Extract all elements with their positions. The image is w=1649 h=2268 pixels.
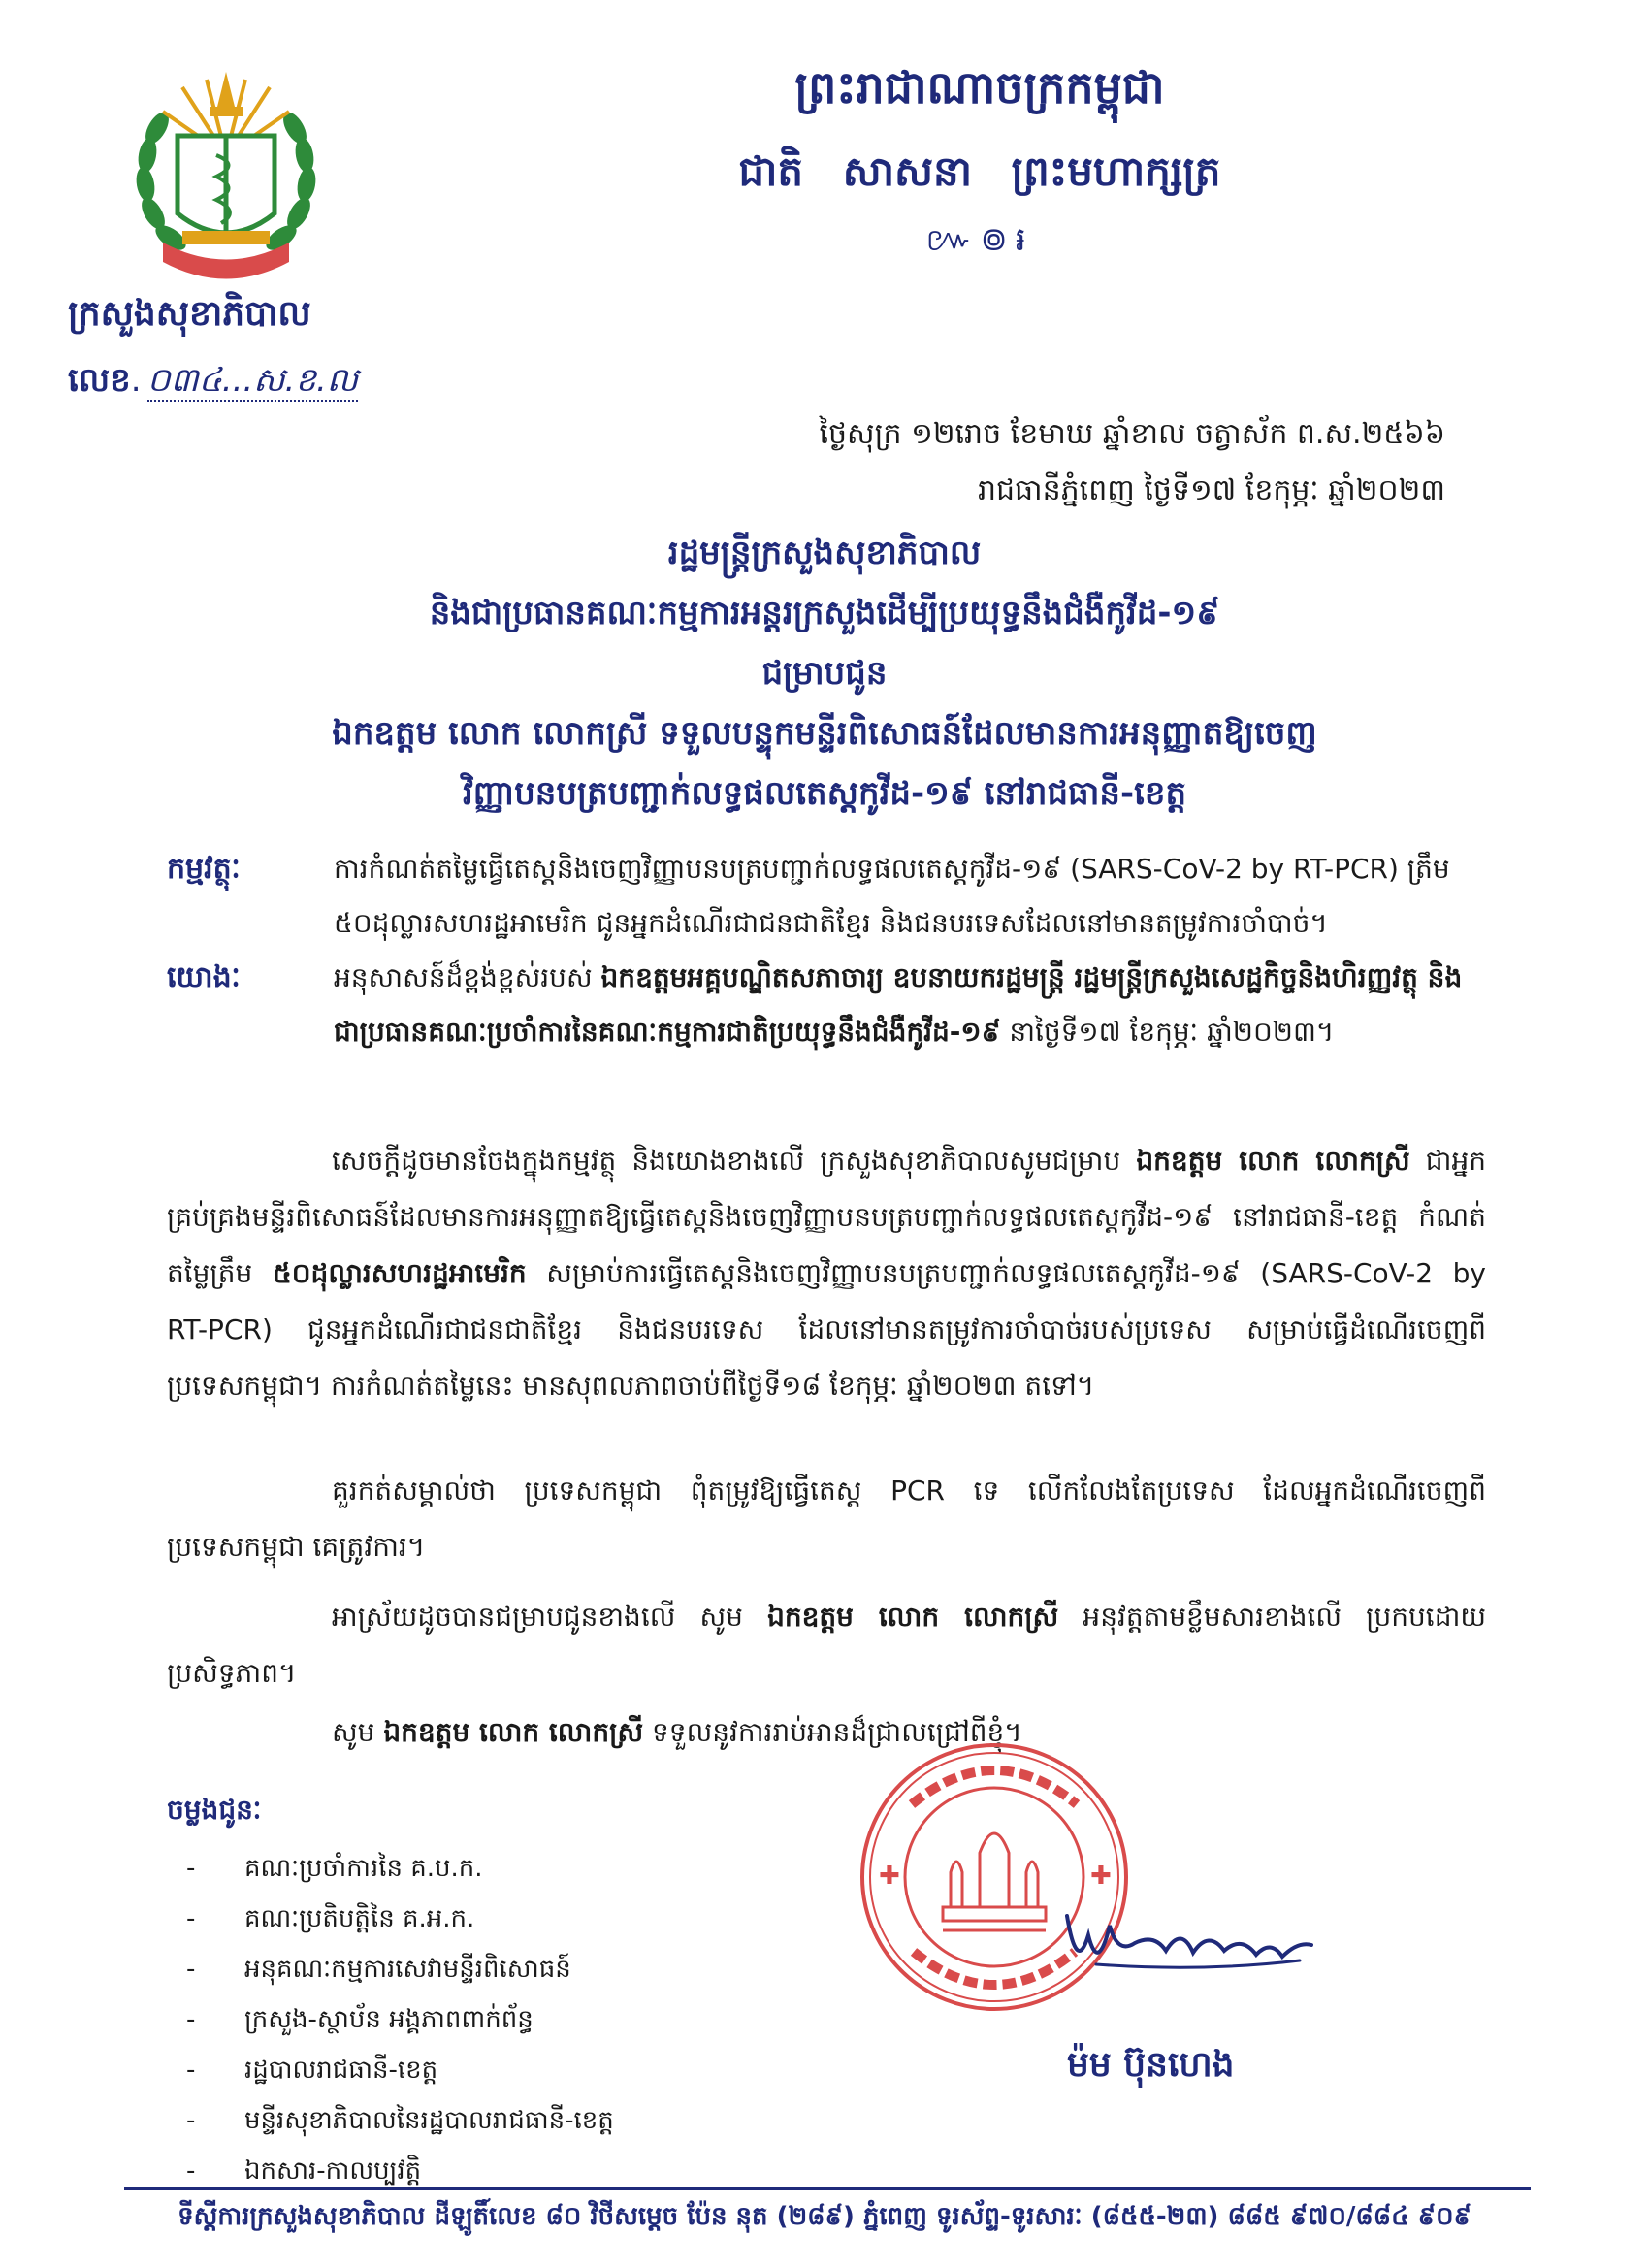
signer-name: ម៉ម ប៊ុនហេង bbox=[1067, 2045, 1235, 2085]
reference-number-separator: . bbox=[130, 361, 142, 400]
ministry-name: ក្រសួងសុខាភិបាល bbox=[68, 294, 311, 334]
reference-number bbox=[68, 359, 358, 407]
p3-part-b: អនុវត្តតាមខ្លឹមសារខាងលើ ប្រកបដោយប្រសិទ្ធភាព។ bbox=[167, 1601, 1487, 1689]
subject-block bbox=[167, 842, 1486, 951]
body-paragraph-1 bbox=[167, 1133, 1486, 1414]
reference-text bbox=[334, 951, 1486, 1059]
p1-part-c: សម្រាប់ការធ្វើតេស្តនិងចេញវិញ្ញាបនបត្របញ្ជាក់លទ្ធផលតេស្តកូវីដ-១៩ (SARS-CoV-2 by RT-PCR) ជូនអ្នកដំណើរជាជនជាតិខ្មែរ និងជនបរទេស ដែលនៅមានតម្រូវការចាំបាច់របស់ប្រទេស សម្រាប់ធ្វើដំណើរចេញពីប្រទេសកម្ពុជា។ ការកំណត់តម្លៃនេះ មានសុពលភាពចាប់ពីថ្ងៃទី១៨ ខែកុម្ភៈ ឆ្នាំ២០២៣ តទៅ។ bbox=[167, 1257, 1486, 1402]
svg-text:✚: ✚ bbox=[879, 1862, 900, 1891]
closing-part-b: ទទួលនូវការរាប់អានដ៏ជ្រាលជ្រៅពីខ្ញុំ។ bbox=[643, 1716, 1022, 1748]
closing-part-a: សូម bbox=[332, 1716, 384, 1748]
body-paragraph-2: គួរកត់សម្គាល់ថា ប្រទេសកម្ពុជា ពុំតម្រូវឱ្យធ្វើតេស្ត PCR ទេ លើកលែងតែប្រទេស ដែលអ្នកដំណើរចេញពីប្រទេសកម្ពុជា គេត្រូវការ។ bbox=[167, 1474, 1486, 1563]
ornament-divider: ៚៙៛ bbox=[925, 220, 1034, 259]
footer-divider bbox=[124, 2187, 1531, 2190]
reference-block bbox=[167, 951, 1486, 1059]
svg-text:✚: ✚ bbox=[1090, 1862, 1112, 1891]
cc-item-text: អនុគណៈកម្មការសេវាមន្ទីរពិសោធន៍ bbox=[244, 1955, 571, 1984]
p3-emphasis: ឯកឧត្តម លោក លោកស្រី bbox=[767, 1601, 1059, 1633]
national-motto: ជាតិ សាសនា ព្រះមហាក្សត្រ bbox=[738, 147, 1221, 195]
cc-title: ចម្លងជូនៈ bbox=[167, 1794, 262, 1826]
heading-line-4: ឯកឧត្តម លោក លោកស្រី ទទួលបន្ទុកមន្ទីរពិសោធន៍ដែលមានការអនុញ្ញាតឱ្យចេញ bbox=[332, 714, 1317, 753]
reference-label: យោងៈ bbox=[167, 960, 241, 994]
reference-text-end: នាថ្ងៃទី១៧ ខែកុម្ភៈ ឆ្នាំ២០២៣។ bbox=[1000, 1016, 1335, 1048]
heading-line-2: និងជាប្រធានគណៈកម្មការអន្តរក្រសួងដើម្បីប្រយុទ្ធនឹងជំងឺកូវីដ-១៩ bbox=[429, 594, 1220, 632]
cc-item: - អនុគណៈកម្មការសេវាមន្ទីរពិសោធន៍ bbox=[186, 1955, 571, 1984]
cc-item-text: មន្ទីរសុខាភិបាលនៃរដ្ឋបាលរាជធានី-ខេត្ត bbox=[244, 2106, 614, 2135]
subject-text: ការកំណត់តម្លៃធ្វើតេស្តនិងចេញវិញ្ញាបនបត្របញ្ជាក់លទ្ធផលតេស្តកូវីដ-១៩ (SARS-CoV-2 by RT-PCR) ត្រឹម ៥០ដុល្លារសហរដ្ឋអាមេរិក ជូនអ្នកដំណើរជាជនជាតិខ្មែរ និងជនបរទេសដែលនៅមានតម្រូវការចាំបាច់។ bbox=[334, 853, 1450, 939]
cc-item: - ឯកសារ-កាលប្បវត្តិ bbox=[186, 2156, 422, 2186]
reference-number-label: លេខ bbox=[68, 361, 131, 400]
cc-item: - រដ្ឋបាលរាជធានី-ខេត្ត bbox=[186, 2056, 438, 2085]
cc-item: - គណៈប្រតិបត្តិនៃ គ.អ.ក. bbox=[186, 1904, 475, 1933]
cc-item-text: ឯកសារ-កាលប្បវត្តិ bbox=[244, 2156, 422, 2186]
heading-line-3: ជម្រាបជូន bbox=[761, 654, 888, 693]
kingdom-title: ព្រះរាជាណាចក្រកម្ពុជា bbox=[794, 61, 1165, 113]
cc-list bbox=[167, 1843, 614, 2196]
subject-label: កម្មវត្ថុៈ bbox=[167, 852, 241, 886]
lunar-date: ថ្ងៃសុក្រ ១២រោច ខែមាឃ ឆ្នាំខាល ចត្វាស័ក ព.ស.២៥៦៦ bbox=[819, 417, 1445, 451]
temple-icon bbox=[943, 1833, 1046, 1930]
cc-item: - ក្រសួង-ស្ថាប័ន អង្គភាពពាក់ព័ន្ធ bbox=[186, 2005, 534, 2034]
reference-number-value: ០៣៤...ស.ខ.ល bbox=[146, 361, 359, 400]
reference-text-start: អនុសាសន៍ដ៏ខ្ពង់ខ្ពស់របស់ bbox=[334, 961, 601, 993]
reference-text-emphasis: ឯកឧត្តមអគ្គបណ្ឌិតសភាចារ្យ ឧបនាយករដ្ឋមន្ត្រី រដ្ឋមន្ត្រីក្រសួងសេដ្ឋកិច្ចនិងហិរញ្ញវត្ថុ និងជាប្រធានគណៈប្រចាំការនៃគណៈកម្មការជាតិប្រយុទ្ធនឹងជំងឺកូវីដ-១៩ bbox=[334, 961, 1463, 1048]
footer-address: ទីស្តីការក្រសួងសុខាភិបាល ដីឡូតិ៍លេខ ៨០ វិថីសម្តេច ប៉ែន នុត (២៨៩) ភ្នំពេញ ទូរស័ព្ទ-ទូរសារៈ (៨៥៥-២៣) ៨៨៥ ៩៧០/៨៨៤ ៩០៩ bbox=[178, 2202, 1471, 2231]
p1-emphasis-2: ៥០ដុល្លារសហរដ្ឋអាមេរិក bbox=[272, 1257, 527, 1289]
cc-item: - មន្ទីរសុខាភិបាលនៃរដ្ឋបាលរាជធានី-ខេត្ត bbox=[186, 2106, 614, 2135]
p1-emphasis-1: ឯកឧត្តម លោក លោកស្រី bbox=[1136, 1145, 1410, 1177]
solar-date: រាជធានីភ្នំពេញ ថ្ងៃទី១៧ ខែកុម្ភៈ ឆ្នាំ២០២៣ bbox=[977, 473, 1445, 507]
handwritten-signature bbox=[1057, 1896, 1319, 1984]
heading-line-5: វិញ្ញាបនបត្របញ្ជាក់លទ្ធផលតេស្តកូវីដ-១៩ នៅរាជធានី-ខេត្ត bbox=[462, 774, 1187, 813]
ministry-emblem bbox=[124, 68, 328, 291]
closing-emphasis: ឯកឧត្តម លោក លោកស្រី bbox=[383, 1716, 644, 1748]
p1-part-a: សេចក្តីដូចមានចែងក្នុងកម្មវត្ថុ និងយោងខាងលើ ក្រសួងសុខាភិបាលសូមជម្រាប bbox=[332, 1145, 1137, 1177]
cc-item-text: រដ្ឋបាលរាជធានី-ខេត្ត bbox=[244, 2056, 438, 2085]
p3-part-a: អាស្រ័យដូចបានជម្រាបជូនខាងលើ សូម bbox=[332, 1601, 768, 1633]
cc-item-text: គណៈប្រតិបត្តិនៃ គ.អ.ក. bbox=[244, 1904, 475, 1933]
body-paragraph-3 bbox=[167, 1589, 1486, 1701]
cc-item: - គណៈប្រចាំការនៃ គ.ប.ក. bbox=[186, 1854, 483, 1883]
cc-item-text: គណៈប្រចាំការនៃ គ.ប.ក. bbox=[244, 1854, 483, 1883]
heading-line-1: រដ្ឋមន្ត្រីក្រសួងសុខាភិបាល bbox=[667, 534, 982, 572]
cc-item-text: ក្រសួង-ស្ថាប័ន អង្គភាពពាក់ព័ន្ធ bbox=[244, 2005, 534, 2034]
p1-part-b: ជាអ្នកគ្រប់គ្រងមន្ទីរពិសោធន៍ដែលមានការអនុញ្ញាតឱ្យធ្វើតេស្តនិងចេញវិញ្ញាបនបត្របញ្ជាក់លទ្ធផលតេស្តកូវីដ-១៩ នៅរាជធានី-ខេត្ត កំណត់តម្លៃត្រឹម bbox=[167, 1145, 1487, 1289]
